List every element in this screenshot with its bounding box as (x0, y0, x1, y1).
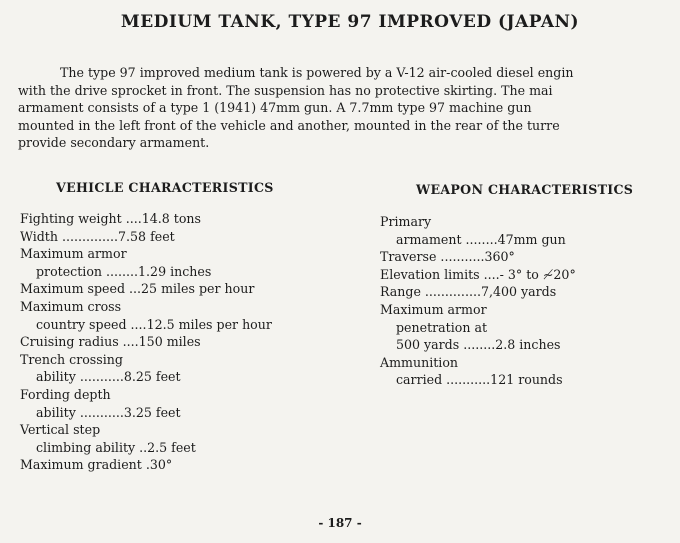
intro-line: armament consists of a type 1 (1941) 47mm gun. A 7.7mm type 97 machine gun (18, 100, 532, 116)
weapon-spec-row: Ammunition (380, 354, 459, 370)
weapon-spec-row: armament ........47mm gun (396, 231, 566, 247)
vehicle-spec-row: Width ..............7.58 feet (20, 228, 175, 244)
vehicle-spec-row: Maximum speed ...25 miles per hour (20, 281, 255, 297)
vehicle-spec-row: Trench crossing (20, 351, 123, 367)
vehicle-spec-row: country speed ....12.5 miles per hour (36, 316, 272, 332)
vehicle-characteristics-list (20, 210, 272, 474)
intro-line: mounted in the left front of the vehicle and another, mounted in the rear of the turre (18, 117, 560, 133)
vehicle-spec-row: climbing ability ..2.5 feet (36, 439, 196, 455)
page-title: MEDIUM TANK, TYPE 97 IMPROVED (JAPAN) (120, 12, 580, 32)
weapon-spec-row: Range ..............7,400 yards (380, 284, 557, 300)
vehicle-spec-row: Maximum gradient .30° (20, 457, 173, 473)
vehicle-spec-row: protection ........1.29 inches (36, 263, 212, 279)
vehicle-spec-row: ability ...........3.25 feet (36, 404, 181, 420)
vehicle-spec-row: Fighting weight ....14.8 tons (20, 211, 201, 226)
weapon-spec-row: 500 yards ........2.8 inches (396, 337, 561, 353)
vehicle-spec-row: Vertical step (20, 422, 101, 438)
vehicle-spec-row: Maximum cross (20, 298, 122, 314)
weapon-spec-row: Primary (380, 214, 432, 229)
intro-line: with the drive sprocket in front. The suspension has no protective skirting. The mai (18, 82, 553, 98)
vehicle-spec-row: Fording depth (20, 386, 111, 402)
weapon-spec-row: Traverse ...........360° (380, 249, 515, 265)
intro-line: The type 97 improved medium tank is powered by a V-12 air-cooled diesel engin (60, 65, 574, 80)
weapon-spec-row: penetration at (396, 319, 488, 335)
weapon-spec-row: Elevation limits ....- 3° to ≁20° (380, 266, 576, 282)
vehicle-characteristics-heading: VEHICLE CHARACTERISTICS (56, 180, 274, 195)
vehicle-spec-row: Cruising radius ....150 miles (20, 334, 201, 350)
weapon-spec-row: Maximum armor (380, 301, 487, 317)
page-number: - 187 - (318, 516, 362, 530)
intro-paragraph (18, 64, 680, 152)
intro-line: provide secondary armament. (18, 135, 210, 151)
vehicle-spec-row: ability ...........8.25 feet (36, 369, 181, 385)
weapon-characteristics-heading: WEAPON CHARACTERISTICS (416, 182, 634, 197)
vehicle-spec-row: Maximum armor (20, 246, 127, 262)
weapon-characteristics-list (380, 213, 576, 389)
weapon-spec-row: carried ...........121 rounds (396, 372, 563, 388)
